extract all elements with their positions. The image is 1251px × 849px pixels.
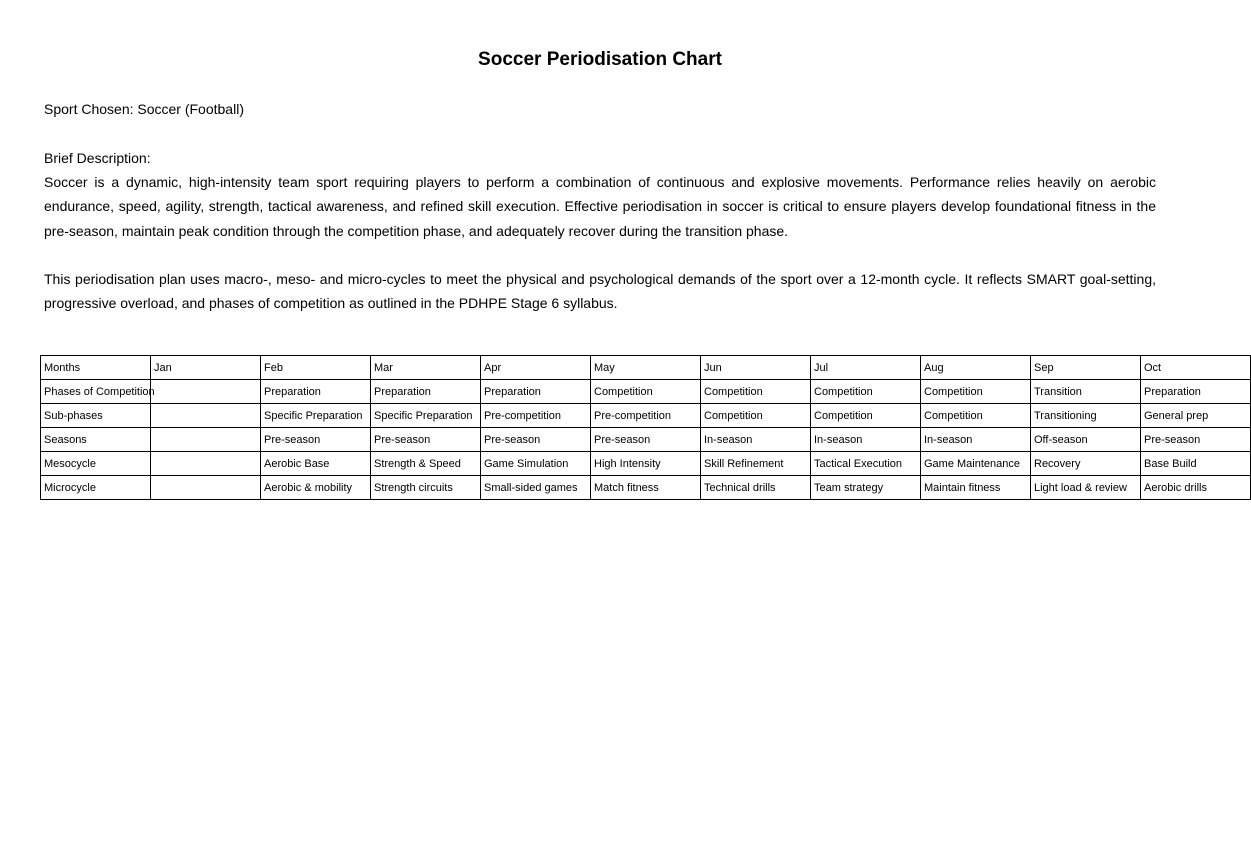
table-cell: Skill Refinement bbox=[701, 452, 811, 476]
table-cell: Jul bbox=[811, 356, 921, 380]
table-cell: Aerobic & mobility bbox=[261, 476, 371, 500]
table-cell: Aug bbox=[921, 356, 1031, 380]
table-cell: Aerobic Base bbox=[261, 452, 371, 476]
row-header-cell: Phases of Competition bbox=[41, 380, 151, 404]
table-cell: Competition bbox=[811, 380, 921, 404]
table-cell: Pre-competition bbox=[591, 404, 701, 428]
table-cell: Match fitness bbox=[591, 476, 701, 500]
table-cell: Preparation bbox=[481, 380, 591, 404]
periodisation-paragraph: This periodisation plan uses macro-, meso- and micro-cycles to meet the physical and psychological demands of the sport over a 12-month cycle. It reflects SMART goal-setting, progressive overload, and phases of competition as outlined in the PDHPE Stage 6 syllabus. bbox=[44, 271, 1156, 312]
table-cell: Competition bbox=[921, 380, 1031, 404]
table-cell: Recovery bbox=[1031, 452, 1141, 476]
table-cell: Feb bbox=[261, 356, 371, 380]
microcycle-row bbox=[41, 476, 1251, 500]
table-cell: Competition bbox=[921, 404, 1031, 428]
table-cell: Preparation bbox=[1141, 380, 1251, 404]
table-cell bbox=[151, 476, 261, 500]
table-cell: Jun bbox=[701, 356, 811, 380]
sub-phases-row bbox=[41, 404, 1251, 428]
sport-chosen-line: Sport Chosen: Soccer (Football) bbox=[44, 101, 244, 117]
table-cell: Pre-season bbox=[371, 428, 481, 452]
table-cell: Preparation bbox=[261, 380, 371, 404]
table-cell: Aerobic drills bbox=[1141, 476, 1251, 500]
table-cell: In-season bbox=[701, 428, 811, 452]
table-cell: Base Build bbox=[1141, 452, 1251, 476]
table-cell: Pre-season bbox=[1141, 428, 1251, 452]
table-cell bbox=[151, 452, 261, 476]
table-cell: General prep bbox=[1141, 404, 1251, 428]
table-cell: Pre-season bbox=[481, 428, 591, 452]
table-cell: Game Simulation bbox=[481, 452, 591, 476]
periodisation-table-container bbox=[40, 355, 1209, 500]
table-cell: Pre-season bbox=[591, 428, 701, 452]
table-cell: Apr bbox=[481, 356, 591, 380]
table-cell: Oct bbox=[1141, 356, 1251, 380]
table-cell: Strength circuits bbox=[371, 476, 481, 500]
table-cell: Technical drills bbox=[701, 476, 811, 500]
table-cell: Game Maintenance bbox=[921, 452, 1031, 476]
description-heading: Brief Description: bbox=[44, 150, 151, 166]
table-cell: Sep bbox=[1031, 356, 1141, 380]
page-title: Soccer Periodisation Chart bbox=[478, 49, 722, 70]
table-cell: In-season bbox=[921, 428, 1031, 452]
table-cell: Competition bbox=[701, 404, 811, 428]
table-cell: Tactical Execution bbox=[811, 452, 921, 476]
table-cell: Specific Preparation bbox=[371, 404, 481, 428]
row-header-cell: Microcycle bbox=[41, 476, 151, 500]
row-header-cell: Sub-phases bbox=[41, 404, 151, 428]
table-cell: Mar bbox=[371, 356, 481, 380]
row-header-cell: Mesocycle bbox=[41, 452, 151, 476]
table-cell bbox=[151, 380, 261, 404]
table-cell: Off-season bbox=[1031, 428, 1141, 452]
row-header-cell: Seasons bbox=[41, 428, 151, 452]
table-cell: In-season bbox=[811, 428, 921, 452]
table-cell: Small-sided games bbox=[481, 476, 591, 500]
table-cell: Strength & Speed bbox=[371, 452, 481, 476]
row-header-cell: Months bbox=[41, 356, 151, 380]
table-cell: Competition bbox=[811, 404, 921, 428]
table-cell: Preparation bbox=[371, 380, 481, 404]
table-cell bbox=[151, 428, 261, 452]
table-cell: Transitioning bbox=[1031, 404, 1141, 428]
table-cell: Competition bbox=[701, 380, 811, 404]
table-cell bbox=[151, 404, 261, 428]
table-cell: Light load & review bbox=[1031, 476, 1141, 500]
table-cell: Specific Preparation bbox=[261, 404, 371, 428]
table-cell: Maintain fitness bbox=[921, 476, 1031, 500]
periodisation-table bbox=[40, 355, 1251, 500]
description-paragraph: Soccer is a dynamic, high-intensity team sport requiring players to perform a combination of continuous and explosive movements. Performance relies heavily on aerobic endurance, speed, agility, strength, tactical awareness, and refined skill execution. Effective periodisation in soccer is critical to ensure players develop foundational fitness in the pre-season, maintain peak condition through the competition phase, and adequately recover during the transition phase. bbox=[44, 174, 1156, 239]
table-cell: High Intensity bbox=[591, 452, 701, 476]
seasons-row bbox=[41, 428, 1251, 452]
table-cell: Competition bbox=[591, 380, 701, 404]
mesocycle-row bbox=[41, 452, 1251, 476]
table-cell: May bbox=[591, 356, 701, 380]
table-cell: Jan bbox=[151, 356, 261, 380]
months-row bbox=[41, 356, 1251, 380]
table-cell: Transition bbox=[1031, 380, 1141, 404]
phases-row bbox=[41, 380, 1251, 404]
table-cell: Team strategy bbox=[811, 476, 921, 500]
table-cell: Pre-competition bbox=[481, 404, 591, 428]
table-cell: Pre-season bbox=[261, 428, 371, 452]
